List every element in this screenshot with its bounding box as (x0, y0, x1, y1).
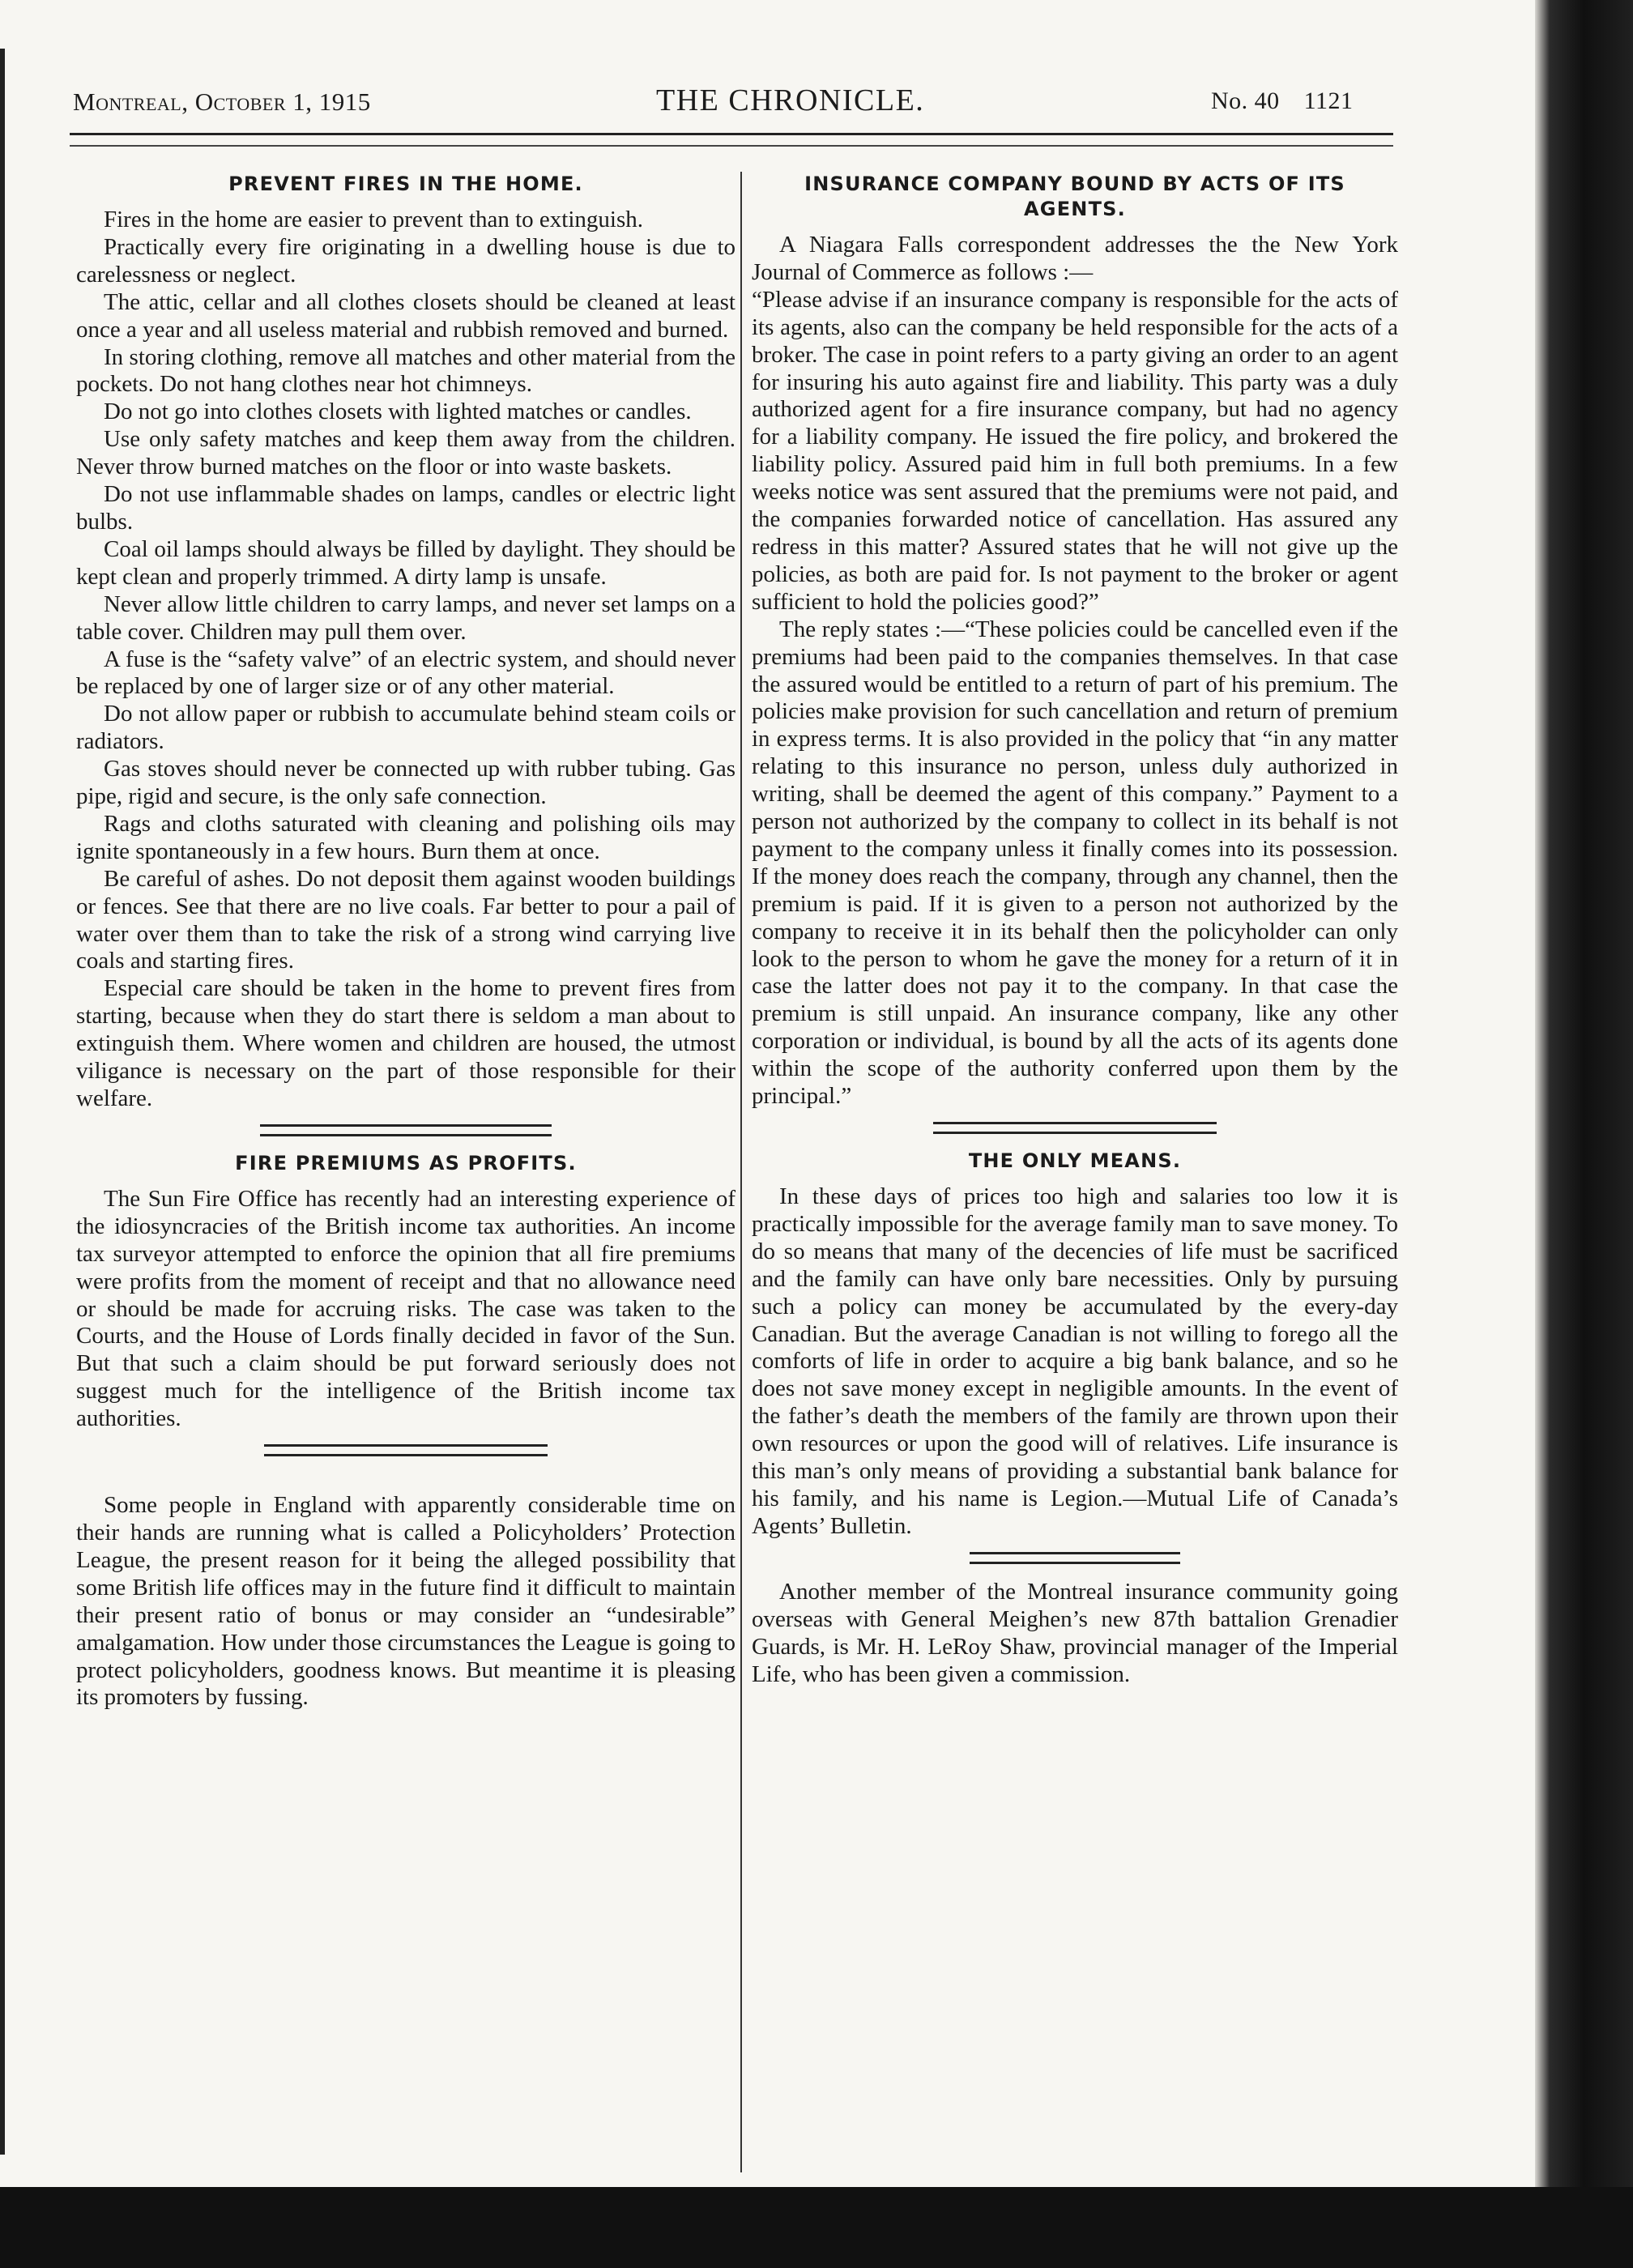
section-rule (970, 1552, 1180, 1564)
right-column (752, 172, 1398, 1688)
dateline: Montreal, October 1, 1915 (73, 87, 371, 116)
paragraph: The reply states :—“These policies could be cancelled even if the premiums had been paid to the companies themselves. In that case the assured would be entitled to a return of part of his premium. The policies make provision for such cancellation and return of premium in express terms. It is also provided in the policy that “in any matter relating to this insurance no person, unless duly authorized in writing, shall be deemed the agent of this company.” Payment to a person not authorized by the company to collect in its behalf is not payment to the company unless it finally comes into its possession. If the money does reach the company, through any channel, then the premium is paid. If it is given to a person not authorized by the company to receive it in its behalf then the policyholder can only look to the person to whom he gave the money for a return of it in case the latter does not pay it to the company. In that case the premium is still unpaid. An insurance company, like any other corporation or individual, is bound by all the acts of its agents done within the scope of the authority conferred upon them by the principal.” (752, 616, 1398, 1110)
paragraph: In these days of prices too high and salaries too low it is practically impossible for the average family man to save money. To do so means that many of the decencies of life must be sacrificed and the family can have only bare necessities. Only by pursuing such a policy can money be accumulated by the every-day Canadian. But the average Canadian is not willing to forego all the comforts of life in order to acquire a big bank balance, and so he does not save money except in negligible amounts. In the event of the father’s death the members of the family are thrown upon their own resources or upon the good will of relatives. Life insurance is this man’s only means of providing a substantial bank balance for his family, and his name is Legion.—Mutual Life of Canada’s Agents’ Bulletin. (752, 1183, 1398, 1539)
header-rule (70, 133, 1393, 147)
article-title: FIRE PREMIUMS AS PROFITS. (235, 1151, 577, 1174)
bottom-margin (0, 2187, 1633, 2268)
article-title: THE ONLY MEANS. (968, 1149, 1182, 1172)
masthead-title: THE CHRONICLE. (656, 83, 925, 117)
section-rule (260, 1124, 552, 1136)
paragraph: “Please advise if an insurance company is responsible for the acts of its agents, also can the company be held responsible for the acts of a broker. The case in point refers to a party giving an order to an agent for insuring his auto against fire and liability. This party was a duly authorized agent for a fire insurance company, but had no agency for a liability company. He issued the fire policy, and brokered the liability policy. Assured paid him in full both premiums. In a few weeks notice was sent assured that the premiums were not paid, and the companies forwarded notice of cancellation. Has assured any redress in this matter? Assured states that he will not give up the policies, as both are paid for. Is not payment to the broker or agent sufficient to hold the policies good?” (752, 286, 1398, 615)
paragraph: Especial care should be taken in the home to prevent fires from starting, because when they do start there is seldom a man about to extinguish them. Where women and children are housed, the utmost viligance is necessary on the part of those responsible for their welfare. (76, 975, 735, 1111)
paragraph: The attic, cellar and all clothes closets should be cleaned at least once a year and all useless material and rubbish removed and burned. (76, 288, 735, 343)
paragraph: Rags and cloths saturated with cleaning and polishing oils may ignite spontaneously in a few hours. Burn them at once. (76, 810, 735, 864)
paragraph: Do not use inflammable shades on lamps, candles or electric light bulbs. (76, 481, 735, 535)
article-body (76, 207, 735, 1113)
article-body (76, 1186, 735, 1433)
paragraph: Fires in the home are easier to prevent than to extinguish. (104, 207, 644, 232)
paragraph: Practically every fire originating in a dwelling house is due to carelessness or neglect. (76, 233, 735, 288)
paragraph: Do not go into clothes closets with lighted matches or candles. (104, 399, 692, 425)
section-rule (933, 1122, 1217, 1134)
article-body (752, 1183, 1398, 1541)
binding-edge (1535, 0, 1633, 2268)
article-body (752, 232, 1398, 1111)
column-divider (740, 172, 742, 2172)
issue-number: No. 40 (1211, 87, 1280, 114)
paragraph: Use only safety matches and keep them away from the children. Never throw burned matches on the floor or into waste baskets. (76, 426, 735, 480)
paragraph: Coal oil lamps should always be filled by daylight. They should be kept clean and properly trimmed. A dirty lamp is unsafe. (76, 535, 735, 590)
page-header (73, 83, 1393, 136)
paragraph: In storing clothing, remove all matches and other material from the pockets. Do not hang clothes near hot chimneys. (76, 343, 735, 398)
paragraph: A Niagara Falls correspondent addresses the the New York Journal of Commerce as follows :— (752, 232, 1398, 285)
page-number: 1121 (1303, 87, 1354, 114)
paragraph: A fuse is the “safety valve” of an electric system, and should never be replaced by one of larger size or of any other material. (76, 646, 735, 700)
paragraph: The Sun Fire Office has recently had an interesting experience of the idiosyncracies of the British income tax authorities. An income tax surveyor attempted to enforce the opinion that all fire premiums were profits from the moment of receipt and that no allowance need or should be made for accruing risks. The case was taken to the Courts, and the House of Lords finally decided in favor of the Sun. But that such a claim should be put forward seriously does not suggest much for the intelligence of the British income tax authorities. (76, 1185, 735, 1432)
article-body (752, 1579, 1398, 1689)
paragraph: Never allow little children to carry lamps, and never set lamps on a table cover. Children may pull them over. (76, 590, 735, 645)
issue-and-page (1211, 87, 1378, 115)
left-column (76, 172, 735, 1712)
paragraph: Another member of the Montreal insurance community going overseas with General Meighen’s new 87th battalion Grenadier Guards, is Mr. H. LeRoy Shaw, provincial manager of the Imperial Life, who has been given a commission. (752, 1578, 1398, 1687)
paragraph: Some people in England with apparently considerable time on their hands are running what is called a Policyholders’ Protection League, the present reason for it being the alleged possibility that some British life offices may in the future find it difficult to maintain their present ratio of bonus or may consider an “undesirable” amalgamation. How under those circumstances the League is going to protect policyholders, goodness knows. But meantime it is pleasing its promoters by fussing. (76, 1492, 735, 1711)
article-title: PREVENT FIRES IN THE HOME. (228, 173, 583, 195)
article-body (76, 1492, 735, 1712)
article-title: INSURANCE COMPANY BOUND BY ACTS OF ITS AGENTS. (804, 173, 1345, 220)
section-rule (264, 1444, 548, 1456)
paragraph: Do not allow paper or rubbish to accumulate behind steam coils or radiators. (76, 701, 735, 755)
paragraph: Be careful of ashes. Do not deposit them against wooden buildings or fences. See that there are no live coals. Far better to pour a pail of water over them than to take the risk of a strong wind carrying live coals and starting fires. (76, 865, 735, 974)
paragraph: Gas stoves should never be connected up with rubber tubing. Gas pipe, rigid and secure, is the only safe connection. (76, 756, 735, 810)
left-margin-rule (0, 49, 5, 2155)
